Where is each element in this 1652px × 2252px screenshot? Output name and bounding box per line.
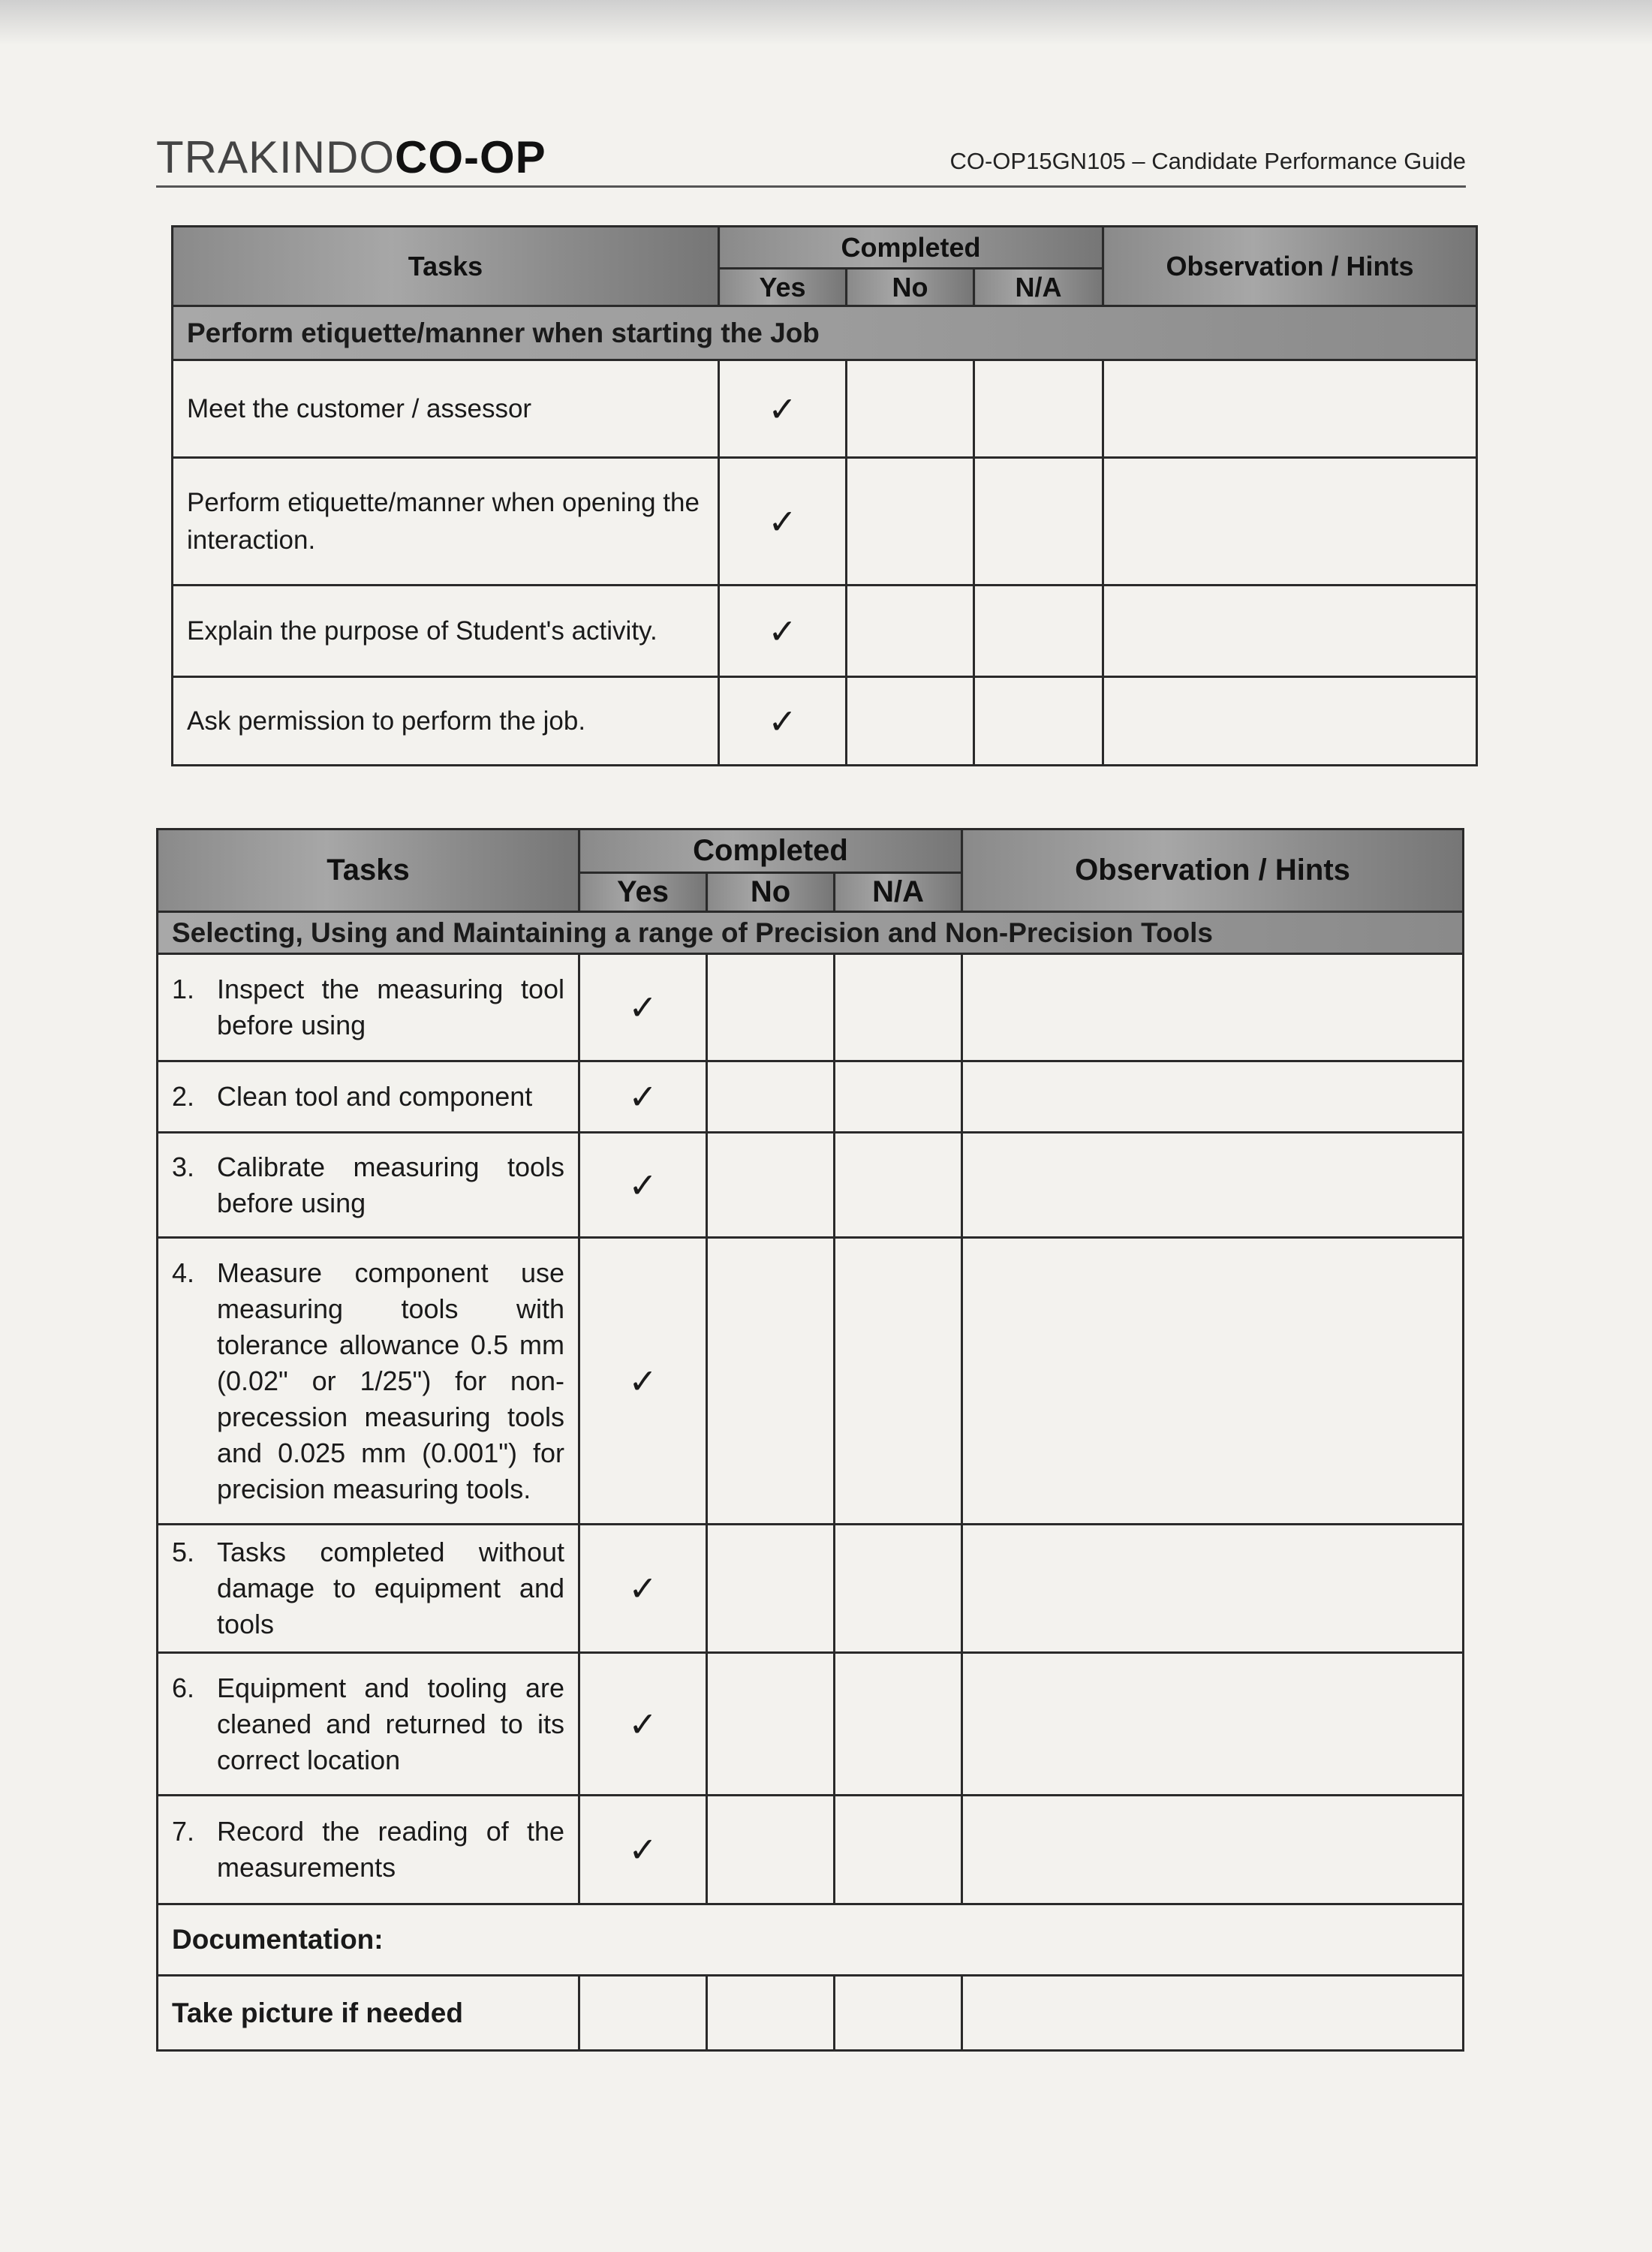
observation-cell <box>962 954 1464 1061</box>
yes-checkmark: ✓ <box>579 1653 707 1796</box>
logo-bold-text: CO-OP <box>395 132 546 182</box>
na-cell <box>835 1653 962 1796</box>
document-header <box>156 131 1466 188</box>
table-row <box>173 360 1477 458</box>
no-cell <box>847 458 974 586</box>
table-row <box>173 586 1477 677</box>
yes-checkmark: ✓ <box>719 458 847 586</box>
task-number: 3. <box>172 1151 195 1182</box>
task-text: Record the reading of the measurements <box>217 1816 564 1883</box>
table-row <box>173 677 1477 766</box>
section-row: Selecting, Using and Maintaining a range of Precision and Non-Precision Tools <box>158 912 1464 954</box>
task-cell: Ask permission to perform the job. <box>173 677 719 766</box>
no-cell <box>707 954 835 1061</box>
observation-cell <box>1103 677 1477 766</box>
completed-header: Completed <box>719 227 1103 269</box>
task-cell <box>158 1133 579 1238</box>
yes-cell <box>579 1976 707 2051</box>
na-cell <box>974 360 1103 458</box>
documentation-label: Documentation: <box>158 1904 1464 1976</box>
task-cell: Explain the purpose of Student's activity. <box>173 586 719 677</box>
na-cell <box>835 1133 962 1238</box>
observation-cell <box>962 1796 1464 1904</box>
observation-header: Observation / Hints <box>1103 227 1477 306</box>
task-cell: Meet the customer / assessor <box>173 360 719 458</box>
observation-cell <box>962 1061 1464 1133</box>
task-cell <box>158 1238 579 1525</box>
task-cell <box>158 1525 579 1653</box>
tasks-header: Tasks <box>173 227 719 306</box>
no-cell <box>847 360 974 458</box>
no-cell <box>707 1133 835 1238</box>
completed-header: Completed <box>579 829 962 873</box>
task-number: 2. <box>172 1081 195 1112</box>
observation-cell <box>962 1653 1464 1796</box>
task-text: Inspect the measuring tool before using <box>217 974 564 1040</box>
yes-checkmark: ✓ <box>579 1525 707 1653</box>
table-row <box>158 1653 1464 1796</box>
table-row <box>158 1133 1464 1238</box>
no-cell <box>707 1796 835 1904</box>
task-cell: Perform etiquette/manner when opening the interaction. <box>173 458 719 586</box>
task-cell <box>158 1653 579 1796</box>
yes-checkmark: ✓ <box>579 1061 707 1133</box>
observation-cell <box>1103 586 1477 677</box>
na-cell <box>835 1525 962 1653</box>
yes-checkmark: ✓ <box>719 586 847 677</box>
na-cell <box>835 1976 962 2051</box>
na-cell <box>835 954 962 1061</box>
tasks-header: Tasks <box>158 829 579 912</box>
yes-checkmark: ✓ <box>719 677 847 766</box>
task-text: Tasks completed without damage to equipment and tools <box>217 1537 564 1639</box>
observation-cell <box>962 1238 1464 1525</box>
table-row <box>158 1976 1464 2051</box>
logo-light-text: TRAKINDO <box>156 132 396 182</box>
tools-table <box>156 828 1464 2052</box>
yes-header: Yes <box>719 269 847 306</box>
task-text: Measure component use measuring tools with tolerance allowance 0.5 mm (0.02" or 1/25") for non-precession measuring tools and 0.025 mm (0.001") for precision measuring tools. <box>217 1257 564 1504</box>
page-top-shadow <box>0 0 1652 45</box>
observation-cell <box>1103 360 1477 458</box>
table-row <box>173 458 1477 586</box>
no-cell <box>707 1653 835 1796</box>
no-cell <box>847 677 974 766</box>
task-number: 7. <box>172 1816 195 1847</box>
na-cell <box>974 586 1103 677</box>
yes-checkmark: ✓ <box>579 1133 707 1238</box>
section-row: Perform etiquette/manner when starting the Job <box>173 306 1477 360</box>
no-cell <box>707 1976 835 2051</box>
table-row <box>158 1525 1464 1653</box>
yes-checkmark: ✓ <box>579 954 707 1061</box>
na-cell <box>835 1796 962 1904</box>
table-row <box>158 1796 1464 1904</box>
no-cell <box>707 1061 835 1133</box>
task-number: 4. <box>172 1257 195 1288</box>
table-row <box>158 1061 1464 1133</box>
etiquette-table <box>171 225 1478 766</box>
yes-checkmark: ✓ <box>719 360 847 458</box>
task-number: 1. <box>172 974 195 1004</box>
no-cell <box>707 1238 835 1525</box>
na-cell <box>835 1061 962 1133</box>
task-cell <box>158 1061 579 1133</box>
document-code: CO-OP15GN105 – Candidate Performance Guide <box>949 148 1466 174</box>
observation-cell <box>962 1133 1464 1238</box>
yes-header: Yes <box>579 873 707 912</box>
table-row <box>158 1238 1464 1525</box>
no-cell <box>707 1525 835 1653</box>
na-cell <box>835 1238 962 1525</box>
observation-header: Observation / Hints <box>962 829 1464 912</box>
task-text: Calibrate measuring tools before using <box>217 1151 564 1218</box>
company-logo <box>156 131 546 183</box>
no-header: No <box>707 873 835 912</box>
no-header: No <box>847 269 974 306</box>
task-number: 6. <box>172 1672 195 1703</box>
task-cell <box>158 954 579 1061</box>
observation-cell <box>1103 458 1477 586</box>
na-cell <box>974 458 1103 586</box>
task-cell <box>158 1796 579 1904</box>
picture-task-cell: Take picture if needed <box>158 1976 579 2051</box>
na-cell <box>974 677 1103 766</box>
observation-cell <box>962 1976 1464 2051</box>
task-number: 5. <box>172 1537 195 1567</box>
na-header: N/A <box>974 269 1103 306</box>
table-row <box>158 954 1464 1061</box>
observation-cell <box>962 1525 1464 1653</box>
yes-checkmark: ✓ <box>579 1238 707 1525</box>
yes-checkmark: ✓ <box>579 1796 707 1904</box>
task-text: Equipment and tooling are cleaned and returned to its correct location <box>217 1672 564 1775</box>
na-header: N/A <box>835 873 962 912</box>
task-text: Clean tool and component <box>217 1081 533 1112</box>
no-cell <box>847 586 974 677</box>
